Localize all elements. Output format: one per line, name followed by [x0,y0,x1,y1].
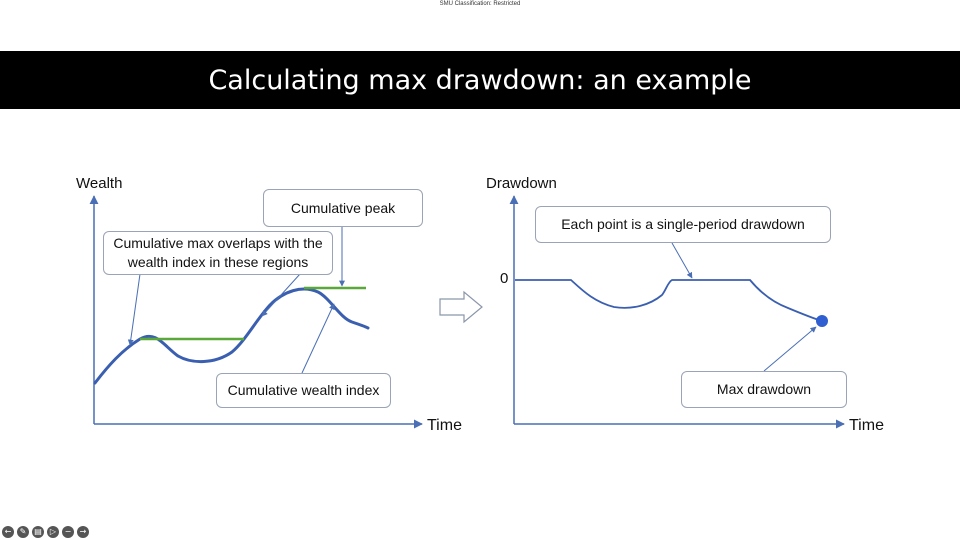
overlap-callout: Cumulative max overlaps with the wealth index in these regions [103,231,333,275]
single-period-callout: Each point is a single-period drawdown [535,206,831,243]
zoom-out-icon[interactable]: − [62,526,74,538]
overlap-pointer-2 [262,274,300,316]
pen-icon[interactable]: ✎ [17,526,29,538]
drawdown-line [515,280,822,321]
forward-icon[interactable]: → [77,526,89,538]
zero-tick-label: 0 [500,270,509,287]
single-period-pointer [672,243,692,278]
right-y-axis-label: Drawdown [486,175,557,192]
wealth-index-pointer [302,304,334,373]
captions-icon[interactable]: ▤ [32,526,44,538]
presentation-toolbar [2,526,89,538]
page-title: Calculating max drawdown: an example [208,64,752,96]
left-y-axis-label: Wealth [76,175,123,192]
transition-arrow [440,292,482,322]
overlap-pointer-1 [130,274,140,345]
max-drawdown-point [816,315,828,327]
left-x-axis-label: Time [427,417,462,434]
classification-label: SMU Classification: Restricted [439,1,521,7]
right-x-axis-label: Time [849,417,884,434]
cumulative-peak-callout: Cumulative peak [263,189,423,227]
max-drawdown-callout: Max drawdown [681,371,847,408]
camera-off-icon[interactable]: ▷ [47,526,59,538]
back-icon[interactable]: ← [2,526,14,538]
max-drawdown-pointer [764,327,816,371]
wealth-index-callout: Cumulative wealth index [216,373,391,408]
